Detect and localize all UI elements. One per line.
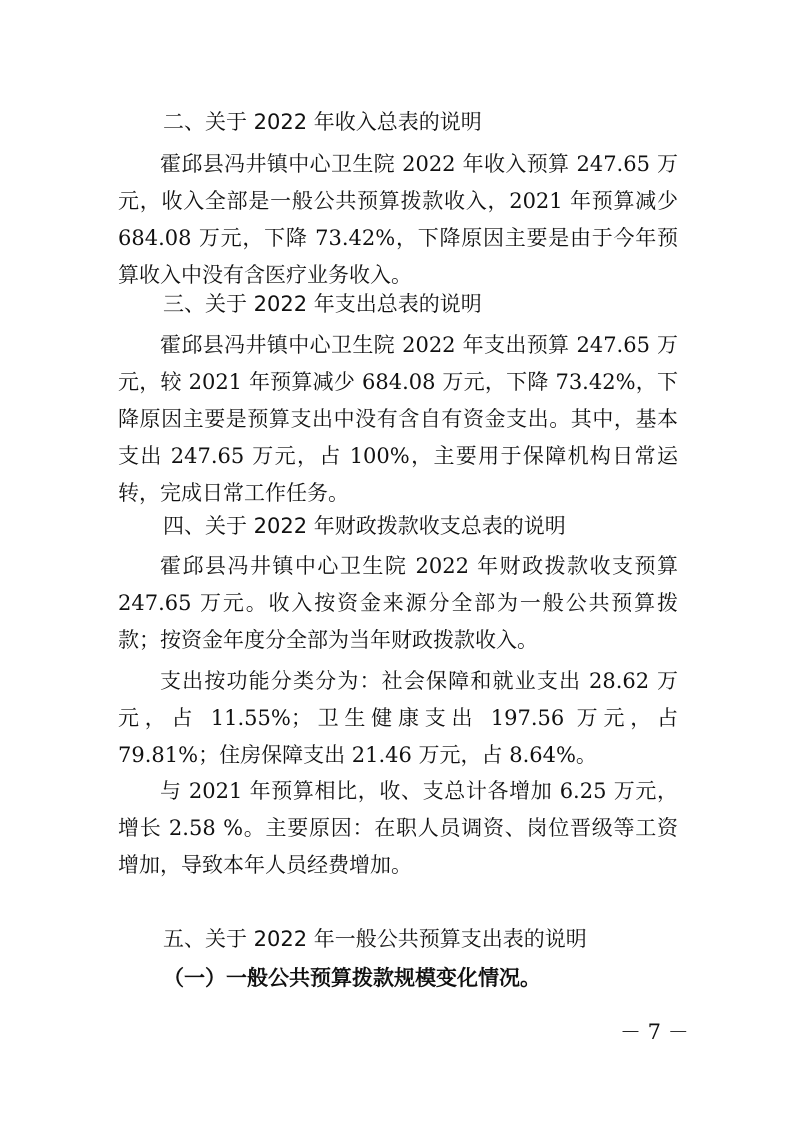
section-2-paragraph: 霍邱县冯井镇中心卫生院 2022 年收入预算 247.65 万元，收入全部是一般公共预算拨款收入，2021 年预算减少 684.08 万元，下降 73.42%，下降原因主要是由于今年预算收入中没有含医疗业务收入。 xyxy=(118,152,678,287)
section-4-paragraph-2: 支出按功能分类分为：社会保障和就业支出 28.62 万元，占 11.55%；卫生健康支出 197.56 万元，占 79.81%；住房保障支出 21.46 万元，占 8.64%。 xyxy=(118,669,678,767)
section-5-heading: 五、关于 2022 年一般公共预算支出表的说明 xyxy=(163,927,587,951)
section-4-paragraph-3: 与 2021 年预算相比，收、支总计各增加 6.25 万元，增长 2.58 %。主要原因：在职人员调资、岗位晋级等工资增加，导致本年人员经费增加。 xyxy=(118,779,678,877)
section-5-subheading: （一）一般公共预算拨款规模变化情况。 xyxy=(163,965,541,990)
section-3-paragraph: 霍邱县冯井镇中心卫生院 2022 年支出预算 247.65 万元，较 2021 年预算减少 684.08 万元，下降 73.42%，下降原因主要是预算支出中没有含自有资金支出。其中，基本支出 247.65 万元，占 100%，主要用于保障机构日常运转，完成日常工作任务。 xyxy=(118,333,678,505)
section-4-paragraph-1: 霍邱县冯井镇中心卫生院 2022 年财政拨款收支预算 247.65 万元。收入按资金来源分全部为一般公共预算拨款；按资金年度分全部为当年财政拨款收入。 xyxy=(118,554,678,652)
page-number: － 7 － xyxy=(620,1020,689,1044)
section-4-heading: 四、关于 2022 年财政拨款收支总表的说明 xyxy=(163,514,566,538)
section-2-heading: 二、关于 2022 年收入总表的说明 xyxy=(163,110,482,134)
section-3-heading: 三、关于 2022 年支出总表的说明 xyxy=(163,292,482,316)
